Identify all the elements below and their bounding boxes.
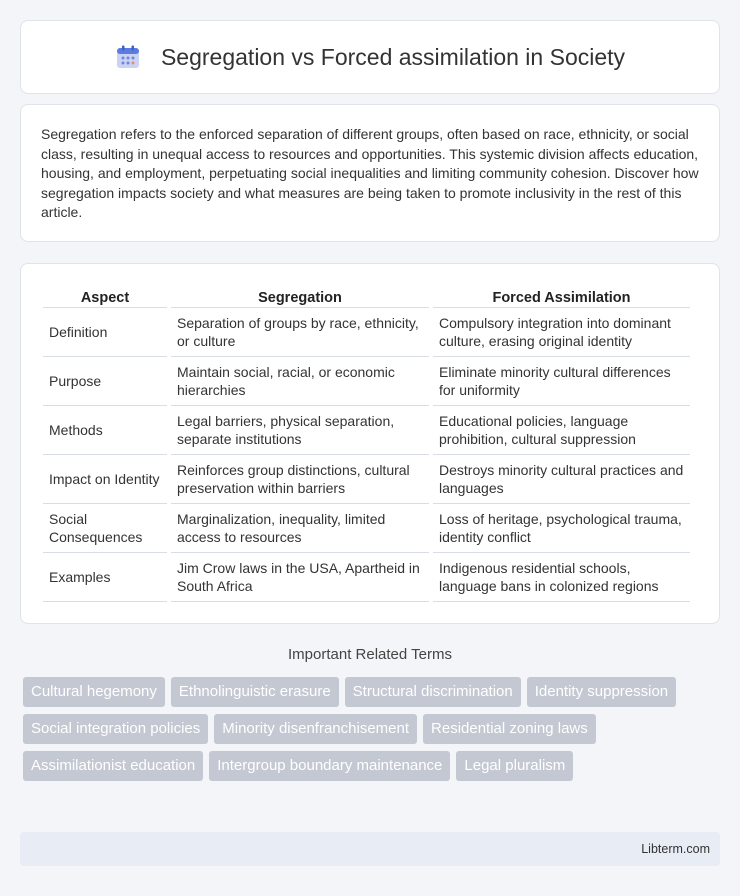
term-tag[interactable]: Social integration policies [23,714,208,744]
cell-forced-assimilation: Educational policies, language prohibition, cultural suppression [433,406,690,455]
term-tag[interactable]: Cultural hegemony [23,677,165,707]
intro-text: Segregation refers to the enforced separation of different groups, often based on race, ethnicity, or social class, resulting in unequal access to resources and opportunities. This systemic division affects education, housing, and employment, perpetuating social inequalities and limiting community cohesion. Discover how segregation impacts society and what measures are being taken to promote inclusivity in the rest of this article. [41,126,699,220]
table-row [43,406,690,455]
footer [20,832,720,866]
cell-aspect: Social Consequences [43,504,167,553]
term-tag[interactable]: Ethnolinguistic erasure [171,677,339,707]
cell-aspect: Methods [43,406,167,455]
term-tag[interactable]: Intergroup boundary maintenance [209,751,450,781]
header-segregation: Segregation [171,284,429,308]
cell-segregation: Separation of groups by race, ethnicity, or culture [171,308,429,357]
cell-forced-assimilation: Loss of heritage, psychological trauma, identity conflict [433,504,690,553]
intro-card [20,104,720,242]
cell-segregation: Reinforces group distinctions, cultural preservation within barriers [171,455,429,504]
header-forced-assimilation: Forced Assimilation [433,284,690,308]
cell-segregation: Jim Crow laws in the USA, Apartheid in South Africa [171,553,429,602]
term-tag[interactable]: Legal pluralism [456,751,573,781]
table-row [43,308,690,357]
comparison-table [39,284,694,602]
term-tag[interactable]: Identity suppression [527,677,676,707]
page-title: Segregation vs Forced assimilation in Society [160,43,626,70]
cell-segregation: Maintain social, racial, or economic hierarchies [171,357,429,406]
cell-segregation: Marginalization, inequality, limited access to resources [171,504,429,553]
cell-forced-assimilation: Destroys minority cultural practices and languages [433,455,690,504]
table-row [43,553,690,602]
term-tag[interactable]: Structural discrimination [345,677,521,707]
cell-forced-assimilation: Indigenous residential schools, language bans in colonized regions [433,553,690,602]
cell-aspect: Definition [43,308,167,357]
related-terms-list [23,677,723,788]
table-row [43,357,690,406]
header-card [20,20,720,94]
cell-aspect: Purpose [43,357,167,406]
table-header-row [43,284,690,308]
cell-aspect: Examples [43,553,167,602]
footer-site-link[interactable]: Libterm.com [641,842,710,856]
related-terms-title: Important Related Terms [288,646,452,663]
term-tag[interactable]: Residential zoning laws [423,714,596,744]
table-row [43,455,690,504]
comparison-table-card [20,263,720,624]
cell-aspect: Impact on Identity [43,455,167,504]
calendar-icon [115,44,141,70]
term-tag[interactable]: Assimilationist education [23,751,203,781]
cell-forced-assimilation: Eliminate minority cultural differences for uniformity [433,357,690,406]
cell-segregation: Legal barriers, physical separation, separate institutions [171,406,429,455]
header-aspect: Aspect [43,284,167,308]
term-tag[interactable]: Minority disenfranchisement [214,714,417,744]
table-row [43,504,690,553]
cell-forced-assimilation: Compulsory integration into dominant culture, erasing original identity [433,308,690,357]
